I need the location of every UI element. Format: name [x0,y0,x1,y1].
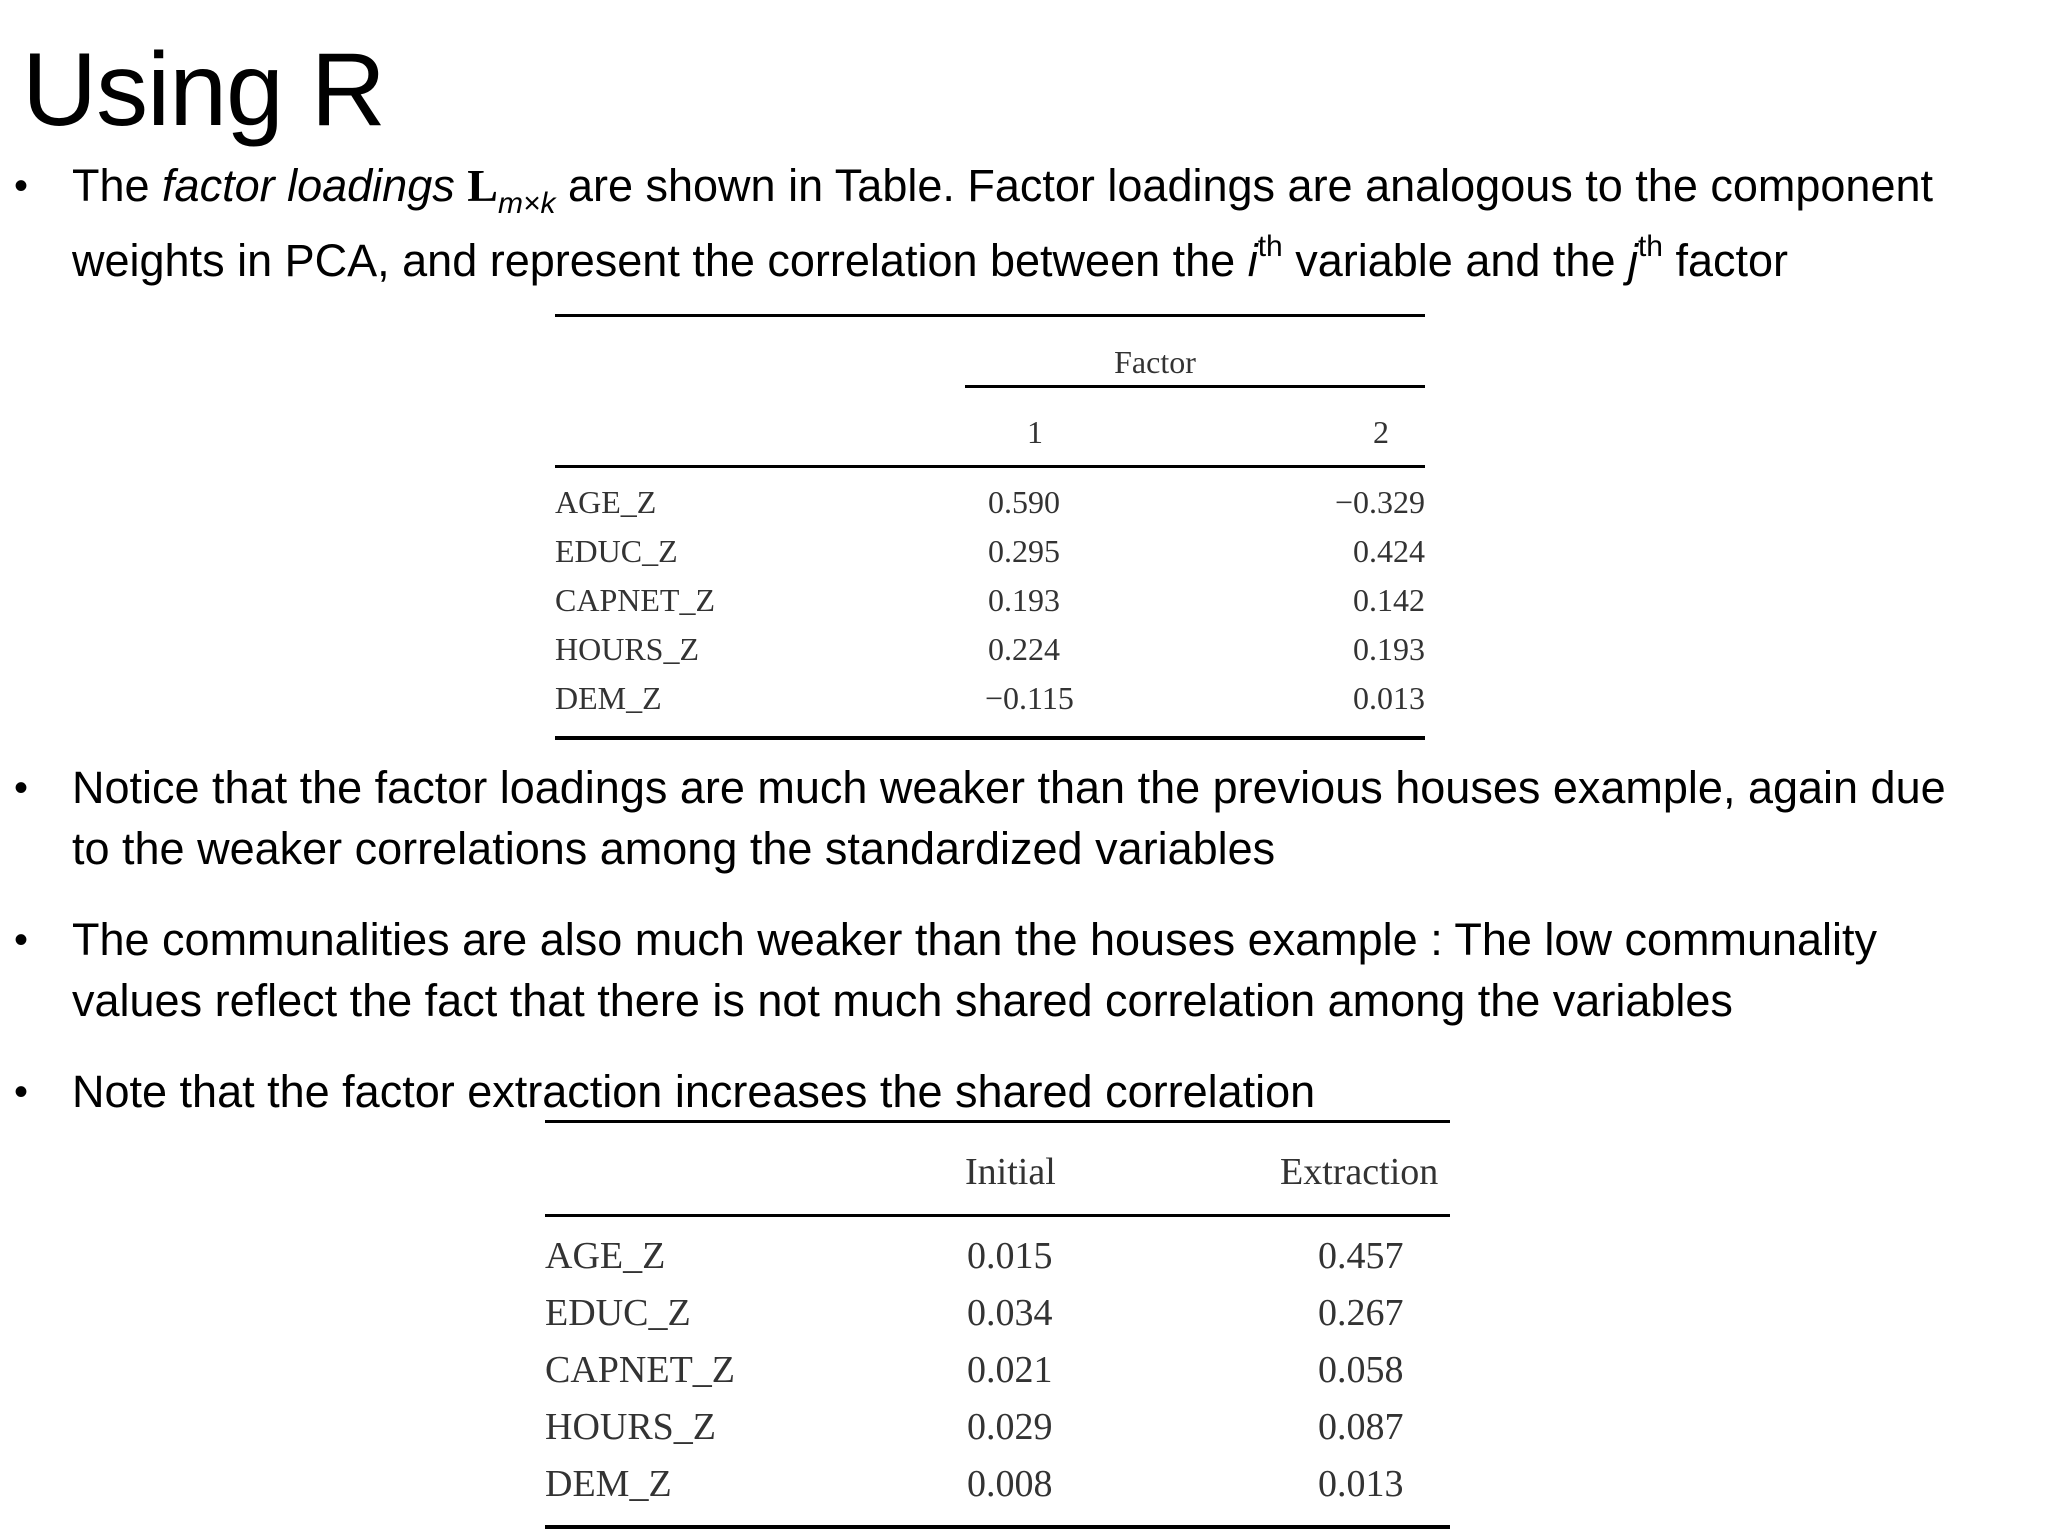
table-rule [545,1120,1450,1123]
matrix-symbol: L [467,160,498,211]
row-label: DEM_Z [545,1463,672,1505]
superscript: th [1637,230,1663,263]
index-j: j [1627,235,1638,286]
table-cell: 0.029 [967,1406,1053,1448]
text-segment: variable and the [1282,235,1628,286]
row-label: AGE_Z [555,484,657,520]
text-segment: weights in PCA, and represent the correlation between the [72,235,1248,286]
page-title: Using R [22,32,385,148]
bullet-icon: • [14,918,29,962]
text-segment: factor [1663,235,1789,286]
row-label: HOURS_Z [545,1406,717,1448]
table-rule [965,385,1425,388]
column-header: 1 [1027,414,1043,450]
table-cell: 0.193 [988,582,1060,618]
matrix-subscript: m×k [497,187,556,220]
table-cell: 0.034 [967,1292,1053,1334]
table-rule [545,1214,1450,1217]
group-header-label: Factor [1114,344,1196,380]
table-cell: 0.590 [988,484,1060,520]
row-label: DEM_Z [555,680,662,716]
column-header: Extraction [1280,1151,1439,1193]
table-cell: 0.013 [1353,680,1425,716]
table-cell: 0.193 [1353,631,1425,667]
row-label: HOURS_Z [555,631,700,667]
factor-loadings-table [555,314,1425,742]
table-cell: −0.329 [1334,484,1425,520]
table-cell: −0.115 [985,680,1074,716]
table-cell: 0.008 [967,1463,1053,1505]
row-label: CAPNET_Z [545,1349,735,1391]
table-cell: 0.013 [1318,1463,1404,1505]
bullet-line [72,217,2038,291]
table-rule [555,736,1425,740]
bullet-icon: • [14,1070,29,1114]
table-rule [555,465,1425,468]
table-cell: 0.457 [1318,1235,1404,1277]
bullet-line: values reflect the fact that there is not much shared correlation among the variables [72,975,1733,1026]
bullet-line: Notice that the factor loadings are much weaker than the previous houses example, again due [72,762,1946,813]
table-cell: 0.424 [1353,533,1425,569]
superscript: th [1257,230,1283,263]
table-cell: 0.058 [1318,1349,1404,1391]
index-i: i [1247,235,1258,286]
bullet-line: to the weaker correlations among the standardized variables [72,823,1276,874]
table-cell: 0.021 [967,1349,1053,1391]
row-label: EDUC_Z [545,1292,691,1334]
table-cell: 0.142 [1353,582,1425,618]
communalities-table [545,1120,1450,1540]
text-segment: are shown in Table. Factor loadings are analogous to the component [555,160,1934,211]
table-rule [555,314,1425,317]
table-cell: 0.087 [1318,1406,1404,1448]
table-cell: 0.267 [1318,1292,1404,1334]
row-label: EDUC_Z [555,533,678,569]
bullet-line: The communalities are also much weaker than the houses example : The low communality [72,914,1878,965]
bullet-icon: • [14,164,29,208]
emphasis-text: factor loadings [162,160,455,211]
table-rule [545,1525,1450,1529]
row-label: CAPNET_Z [555,582,715,618]
row-label: AGE_Z [545,1235,666,1277]
bullet-line: Note that the factor extraction increases the shared correlation [72,1066,1316,1117]
bullet-icon: • [14,766,29,810]
text-segment: The [72,160,163,211]
column-header: Initial [965,1151,1056,1193]
column-header: 2 [1373,414,1389,450]
table-cell: 0.295 [988,533,1060,569]
table-cell: 0.224 [988,631,1060,667]
table-cell: 0.015 [967,1235,1053,1277]
